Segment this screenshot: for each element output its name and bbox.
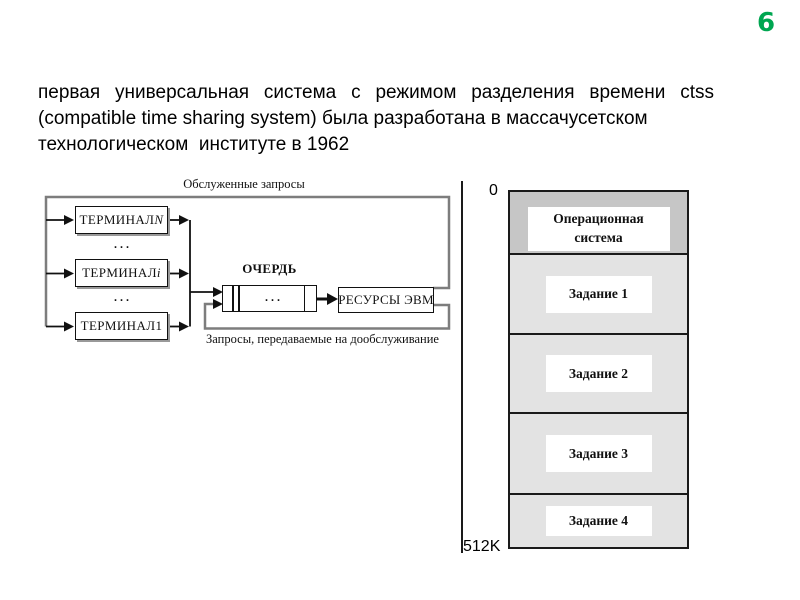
terminal-i-in-arrowhead-icon <box>64 269 74 279</box>
terminal-n-prefix: ТЕРМИНАЛ <box>79 212 155 227</box>
terminal-n-index: N <box>154 212 164 227</box>
terminal-i-index: i <box>156 265 161 280</box>
vertical-divider <box>461 181 463 553</box>
memory-section-task2 <box>510 335 687 414</box>
task1-label: Задание 1 <box>546 276 652 313</box>
terminal-n-box <box>75 206 168 234</box>
task2-label: Задание 2 <box>546 355 652 392</box>
memory-section-task1 <box>510 255 687 335</box>
intro-line-3: технологическом институте в 1962 <box>38 134 350 155</box>
terminal-1-out-arrowhead-icon <box>179 322 189 332</box>
intro-paragraph <box>38 80 714 158</box>
memory-address-512k: 512K <box>463 538 501 555</box>
page-number: 6 <box>756 8 776 38</box>
terminals-ellipsis-2: . . . <box>114 290 129 304</box>
queue-cell-line <box>232 286 234 311</box>
served-requests-label: Обслуженные запросы <box>183 177 305 191</box>
queue-cell-line <box>238 286 240 311</box>
queue-box <box>222 285 317 312</box>
terminals-ellipsis-1: . . . <box>114 237 129 251</box>
terminal-1-index: 1 <box>155 318 163 333</box>
intro-line-1: первая универсальная система с режимом разделения времени ctss <box>38 82 714 103</box>
task4-label: Задание 4 <box>546 506 652 536</box>
intro-line-2: (compatible time sharing system) была разработана в массачусетском <box>38 108 648 129</box>
terminal-n-out-arrowhead-icon <box>179 215 189 225</box>
terminal-1-box <box>75 312 168 340</box>
queue-label: ОЧЕРДЬ <box>242 261 297 276</box>
terminal-1-prefix: ТЕРМИНАЛ <box>80 318 156 333</box>
task3-label: Задание 3 <box>546 435 652 472</box>
memory-map <box>508 190 689 549</box>
terminal-1-in-arrowhead-icon <box>64 322 74 332</box>
os-label: Операционная система <box>528 207 670 251</box>
terminal-i-box <box>75 259 168 287</box>
terminal-n-in-arrowhead-icon <box>64 215 74 225</box>
resources-in-arrowhead-icon <box>327 293 338 305</box>
terminal-i-out-arrowhead-icon <box>179 269 189 279</box>
memory-section-os <box>510 192 687 255</box>
forwarded-requests-label: Запросы, передаваемые на дообслуживание <box>206 332 439 346</box>
memory-section-task3 <box>510 414 687 495</box>
memory-address-0: 0 <box>489 182 498 199</box>
queue-ellipsis: . . . <box>265 290 280 304</box>
computer-resources-box: РЕСУРСЫ ЭВМ <box>338 287 434 313</box>
terminal-i-prefix: ТЕРМИНАЛ <box>82 265 157 280</box>
queue-cell-line <box>304 286 306 311</box>
memory-section-task4 <box>510 495 687 547</box>
